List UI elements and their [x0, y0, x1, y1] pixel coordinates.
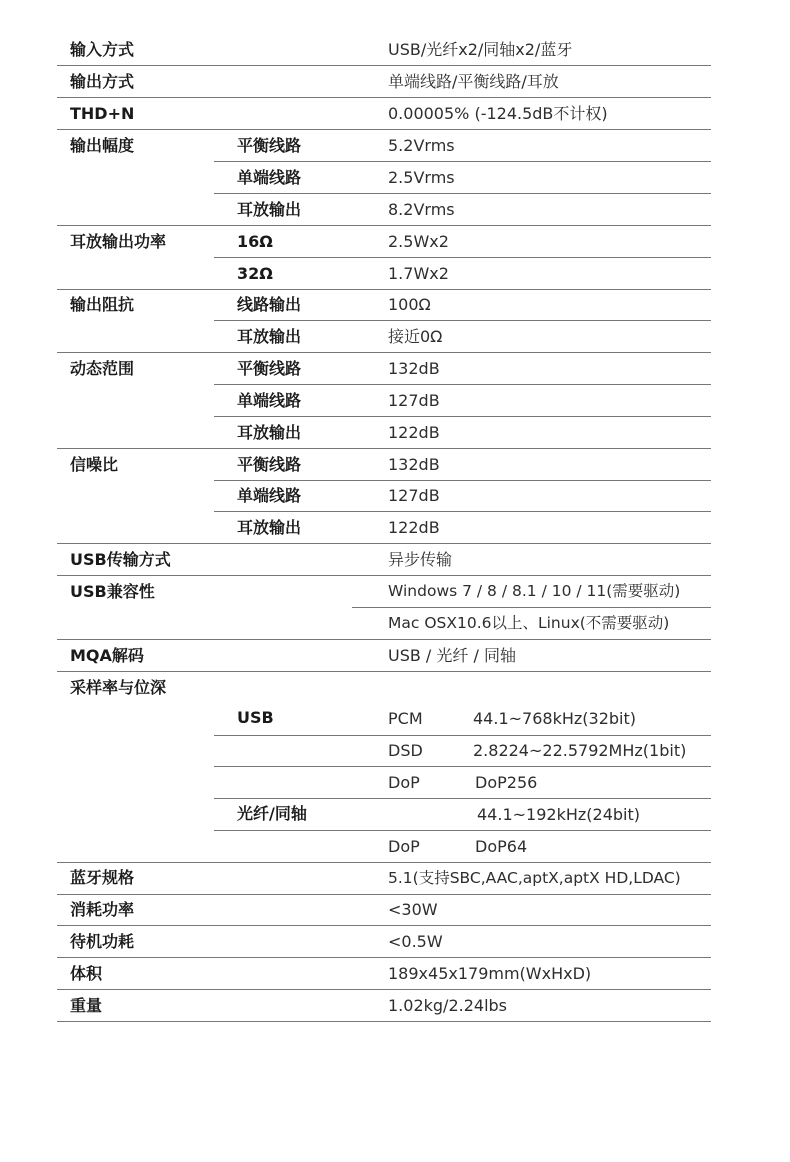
- spec-value: 2.5Vrms: [388, 168, 455, 187]
- spec-value-mac: Mac OSX10.6以上、Linux(不需要驱动): [388, 614, 670, 632]
- row-divider: [57, 862, 711, 863]
- spec-value: 2.5Wx2: [388, 232, 449, 251]
- spec-sublabel: 耳放输出: [237, 327, 302, 346]
- spec-value-thd: 0.00005% (-124.5dB不计权): [388, 104, 608, 123]
- spec-label-dynamic: 动态范围: [70, 359, 135, 378]
- spec-sublabel: 单端线路: [237, 391, 302, 410]
- spec-label-impedance: 输出阻抗: [70, 295, 135, 314]
- sampling-usb-label: USB: [237, 708, 274, 727]
- spec-value: 5.2Vrms: [388, 136, 455, 155]
- spec-value-bluetooth: 5.1(支持SBC,AAC,aptX,aptX HD,LDAC): [388, 869, 681, 887]
- sub-divider: [214, 257, 711, 258]
- row-divider: [57, 1021, 711, 1022]
- spec-value-power: <30W: [388, 900, 438, 919]
- sub-divider: [352, 607, 711, 608]
- spec-label-weight: 重量: [70, 996, 103, 1015]
- sub-divider: [214, 320, 711, 321]
- sampling-format: PCM: [388, 709, 423, 728]
- row-divider: [57, 639, 711, 640]
- sub-divider: [214, 511, 711, 512]
- spec-value-input: USB/光纤x2/同轴x2/蓝牙: [388, 40, 573, 59]
- spec-value: 122dB: [388, 423, 440, 442]
- spec-label-thd: THD+N: [70, 104, 135, 123]
- sub-divider: [214, 193, 711, 194]
- spec-value: 127dB: [388, 486, 440, 505]
- row-divider: [57, 225, 711, 226]
- sampling-value: 44.1~192kHz(24bit): [477, 805, 640, 824]
- spec-label-amplitude: 输出幅度: [70, 136, 135, 155]
- spec-value: 100Ω: [388, 295, 431, 314]
- sub-divider: [214, 416, 711, 417]
- sampling-format: DoP: [388, 837, 420, 856]
- spec-sublabel: 线路输出: [237, 295, 302, 314]
- spec-value-windows: Windows 7 / 8 / 8.1 / 10 / 11(需要驱动): [388, 582, 681, 600]
- sampling-optical-label: 光纤/同轴: [237, 804, 307, 823]
- spec-value: 122dB: [388, 518, 440, 537]
- spec-label-bluetooth: 蓝牙规格: [70, 868, 135, 887]
- spec-label-input: 输入方式: [70, 40, 135, 59]
- spec-label-mqa: MQA解码: [70, 646, 144, 665]
- sub-divider: [214, 830, 711, 831]
- spec-sublabel: 32Ω: [237, 264, 273, 283]
- row-divider: [57, 894, 711, 895]
- sub-divider: [214, 384, 711, 385]
- spec-sublabel: 单端线路: [237, 168, 302, 187]
- spec-label-power: 消耗功率: [70, 900, 135, 919]
- spec-value-usb-transfer: 异步传输: [388, 550, 453, 569]
- sub-divider: [214, 480, 711, 481]
- spec-value: 127dB: [388, 391, 440, 410]
- row-divider: [57, 129, 711, 130]
- row-divider: [57, 65, 711, 66]
- spec-label-standby: 待机功耗: [70, 932, 135, 951]
- sampling-format: DoP: [388, 773, 420, 792]
- sub-divider: [214, 735, 711, 736]
- sampling-format: DSD: [388, 741, 423, 760]
- spec-value-mqa: USB / 光纤 / 同轴: [388, 646, 516, 665]
- sub-divider: [214, 798, 711, 799]
- row-divider: [57, 97, 711, 98]
- spec-value-standby: <0.5W: [388, 932, 443, 951]
- row-divider: [57, 957, 711, 958]
- spec-sublabel: 耳放输出: [237, 423, 302, 442]
- spec-label-sampling: 采样率与位深: [70, 678, 167, 697]
- sub-divider: [214, 161, 711, 162]
- sampling-value: 2.8224~22.5792MHz(1bit): [473, 741, 687, 760]
- sub-divider: [214, 766, 711, 767]
- spec-value: 8.2Vrms: [388, 200, 455, 219]
- spec-sublabel: 平衡线路: [237, 455, 302, 474]
- spec-sublabel: 平衡线路: [237, 359, 302, 378]
- row-divider: [57, 925, 711, 926]
- spec-label-snr: 信噪比: [70, 455, 119, 474]
- spec-sublabel: 耳放输出: [237, 518, 302, 537]
- row-divider: [57, 575, 711, 576]
- spec-sublabel: 耳放输出: [237, 200, 302, 219]
- spec-sublabel: 平衡线路: [237, 136, 302, 155]
- row-divider: [57, 671, 711, 672]
- spec-sublabel: 单端线路: [237, 486, 302, 505]
- spec-value-output: 单端线路/平衡线路/耳放: [388, 72, 559, 91]
- spec-sublabel: 16Ω: [237, 232, 273, 251]
- spec-value: 1.7Wx2: [388, 264, 449, 283]
- sampling-value: DoP64: [475, 837, 528, 856]
- row-divider: [57, 989, 711, 990]
- row-divider: [57, 543, 711, 544]
- spec-value-size: 189x45x179mm(WxHxD): [388, 964, 592, 983]
- spec-value: 132dB: [388, 455, 440, 474]
- spec-label-usb-transfer: USB传输方式: [70, 550, 171, 569]
- spec-value: 132dB: [388, 359, 440, 378]
- row-divider: [57, 352, 711, 353]
- sampling-value: 44.1~768kHz(32bit): [473, 709, 636, 728]
- sampling-value: DoP256: [475, 773, 538, 792]
- spec-label-output: 输出方式: [70, 72, 135, 91]
- row-divider: [57, 289, 711, 290]
- spec-value: 接近0Ω: [388, 327, 443, 346]
- spec-value-weight: 1.02kg/2.24lbs: [388, 996, 507, 1015]
- spec-label-hp-power: 耳放输出功率: [70, 232, 167, 251]
- row-divider: [57, 448, 711, 449]
- spec-label-usb-compat: USB兼容性: [70, 582, 155, 601]
- spec-label-size: 体积: [70, 964, 103, 983]
